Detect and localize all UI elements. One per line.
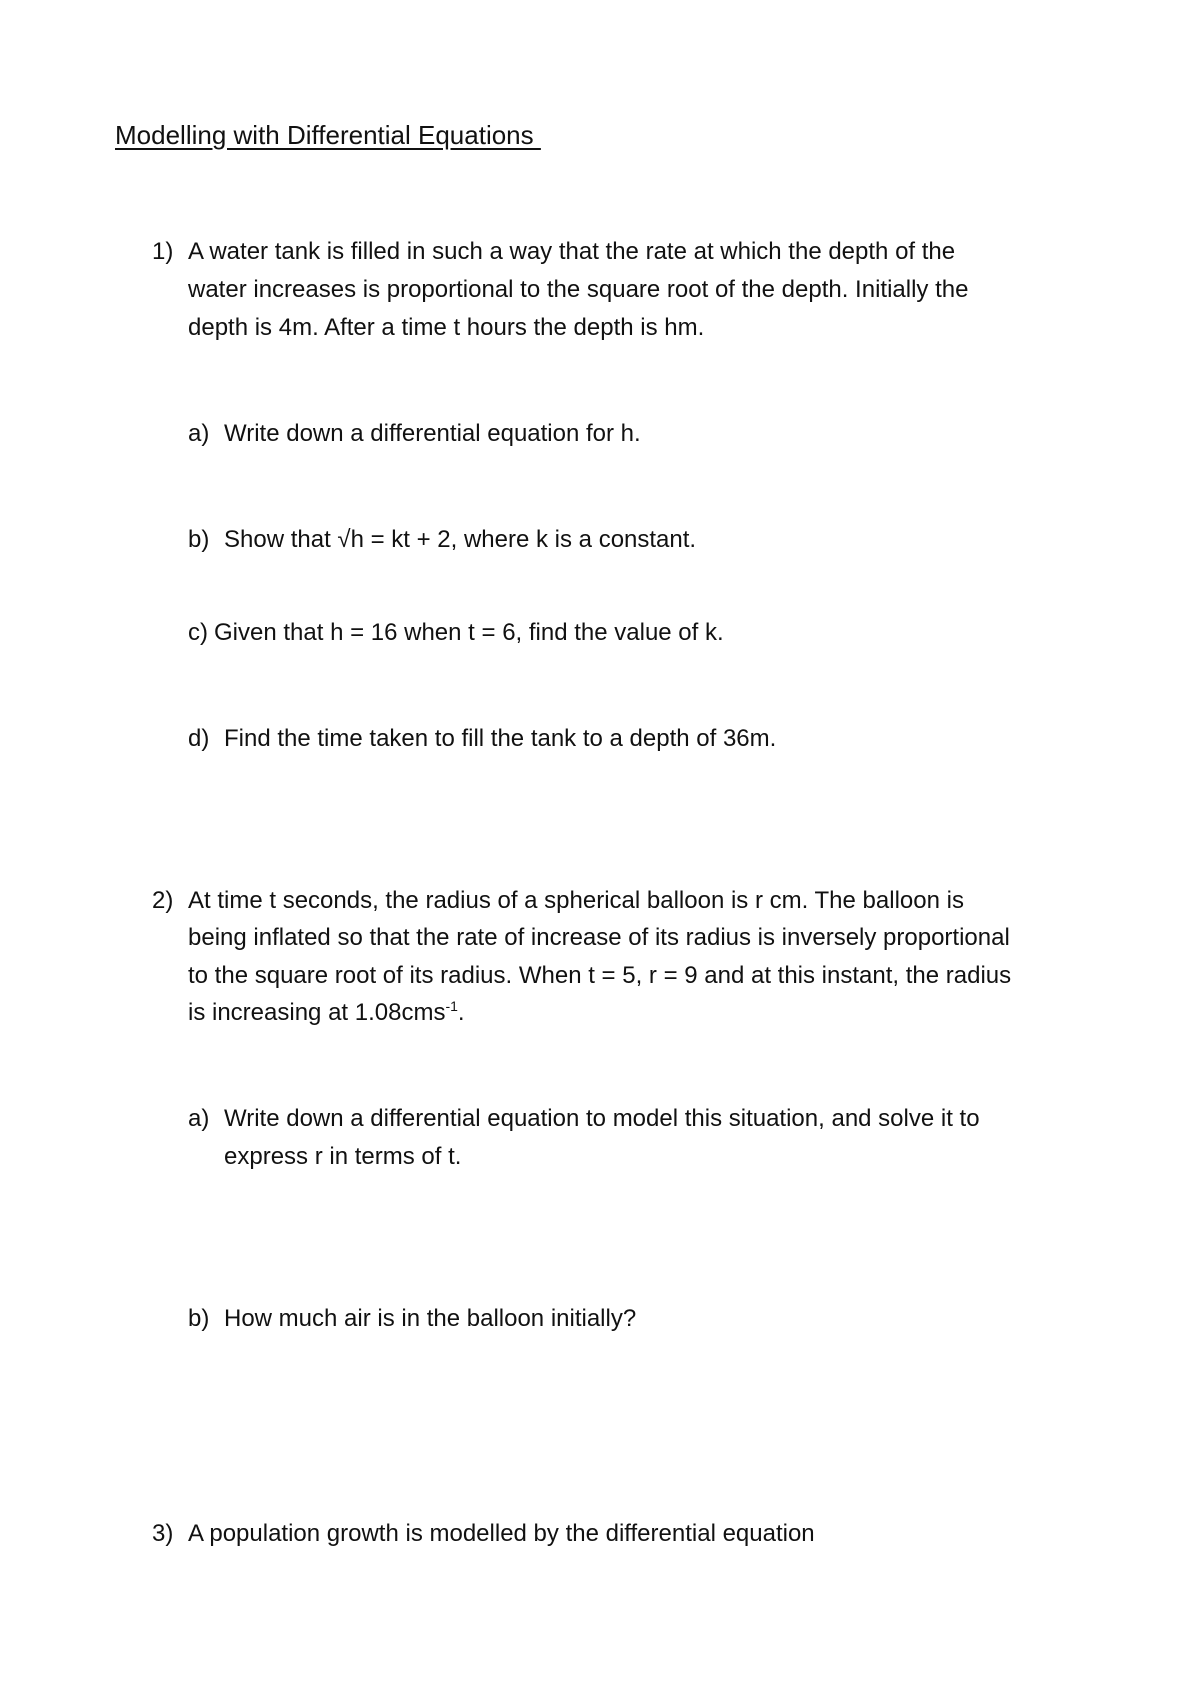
question-2a-label: a) (188, 1105, 210, 1132)
question-2a-text: Write down a differential equation to model this situation, and solve it to (224, 1105, 980, 1132)
question-1a-text: Write down a differential equation for h. (224, 420, 641, 447)
unit-exponent: -1 (445, 998, 458, 1014)
question-3-number: 3) (152, 1520, 174, 1547)
question-2-line-4 (188, 997, 465, 1029)
question-1-line-3: depth is 4m. After a time t hours the depth is hm. (188, 314, 705, 341)
question-2-line-3: to the square root of its radius. When t = 5, r = 9 and at this instant, the radius (188, 962, 1012, 989)
question-1b-label: b) (188, 526, 210, 553)
question-2-line-4-end: . (457, 999, 465, 1026)
question-1d-text: Find the time taken to fill the tank to a depth of 36m. (224, 725, 777, 752)
question-2-line-4-text: is increasing at 1.08cms (188, 999, 446, 1026)
question-2-number: 2) (152, 887, 174, 914)
question-1c-label: c) (188, 619, 208, 646)
question-1-line-1: A water tank is filled in such a way that the rate at which the depth of the (188, 238, 956, 265)
question-2b-label: b) (188, 1305, 210, 1332)
question-2b-text: How much air is in the balloon initially? (224, 1305, 637, 1332)
question-2a-text-2: express r in terms of t. (224, 1143, 462, 1170)
question-1-line-2: water increases is proportional to the square root of the depth. Initially the (188, 276, 969, 303)
question-1-number: 1) (152, 238, 174, 265)
question-1d-label: d) (188, 725, 210, 752)
page-title: Modelling with Differential Equations (115, 120, 541, 150)
question-1c-text: Given that h = 16 when t = 6, find the value of k. (214, 619, 724, 646)
question-1b-text: Show that √h = kt + 2, where k is a constant. (224, 526, 697, 553)
question-2-line-1: At time t seconds, the radius of a spherical balloon is r cm. The balloon is (188, 887, 964, 914)
question-3-text: A population growth is modelled by the differential equation (188, 1520, 815, 1547)
question-2-line-2: being inflated so that the rate of increase of its radius is inversely proportional (188, 924, 1010, 951)
question-1a-label: a) (188, 420, 210, 447)
